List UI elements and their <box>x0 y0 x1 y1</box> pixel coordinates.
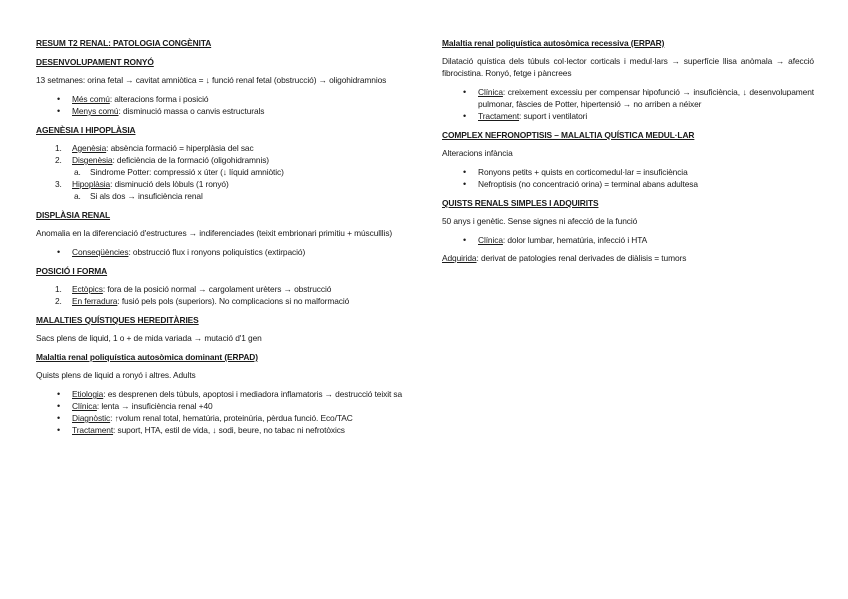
item-text: : alteracions forma i posició <box>109 94 209 104</box>
list-agenesia <box>36 142 408 202</box>
list-displasia <box>36 246 408 258</box>
paragraph-adquirida <box>442 252 814 264</box>
list-desenvolupament <box>36 93 408 117</box>
item-text: : suport, HTA, estil de vida, ↓ sodi, beure, no tabac ni nefrotòxics <box>113 425 345 435</box>
item-text: : deficiència de la formació (oligohidramnis) <box>112 155 269 165</box>
sub-list-item <box>36 166 408 178</box>
item-number: 2. <box>55 155 62 165</box>
item-text: Ronyons petits + quists en corticomedul·lar = insuficiència <box>478 167 688 177</box>
list-item <box>36 400 408 412</box>
item-text: : dolor lumbar, hematúria, infecció i HTA <box>502 235 648 245</box>
item-text: : creixement excessiu per compensar hipofunció → insuficiència, ↓ desenvolupament pulmonar, fàscies de Potter, hipertensió → no arriben a néixer <box>478 87 814 109</box>
item-text: : disminució massa o canvis estructurals <box>118 106 265 116</box>
list-item <box>36 154 408 166</box>
paragraph-desenvolupament: 13 setmanes: orina fetal → cavitat amniòtica = ↓ funció renal fetal (obstrucció) → oligohidramnios <box>36 75 387 85</box>
term: Més comú <box>72 94 110 104</box>
term: Disgenèsia <box>72 155 113 165</box>
list-item <box>442 166 814 178</box>
heading-nefronoptisis: COMPLEX NEFRONOPTISIS – MALALTIA QUÍSTICA MEDUL·LAR <box>442 130 695 140</box>
sub-list-item <box>36 190 408 202</box>
list-erpar <box>442 86 814 122</box>
paragraph-nefronoptisis: Alteracions infància <box>442 148 513 158</box>
left-column <box>36 30 408 442</box>
item-text: : disminució dels lòbuls (1 ronyó) <box>110 179 229 189</box>
item-text: : lenta → insuficiència renal +40 <box>96 401 213 411</box>
list-item <box>36 93 408 105</box>
item-number: 2. <box>55 296 62 306</box>
term: Hipoplàsia <box>72 179 111 189</box>
term: Clínica <box>478 87 503 97</box>
heading-agenesia: AGENÈSIA I HIPOPLÀSIA <box>36 125 136 135</box>
list-item <box>36 246 408 258</box>
item-number: 3. <box>55 179 62 189</box>
item-number: 1. <box>55 143 62 153</box>
list-item <box>36 105 408 117</box>
item-text: Nefroptisis (no concentració orina) = terminal abans adultesa <box>478 179 698 189</box>
term: En ferradura <box>72 296 118 306</box>
item-number: 1. <box>55 284 62 294</box>
term: Tractament <box>478 111 520 121</box>
paragraph-displasia: Anomalia en la diferenciació d'estructures → indiferenciades (teixit embrionari primitiu + músculllis) <box>36 228 393 238</box>
heading-desenvolupament: DESENVOLUPAMENT RONYÓ <box>36 57 154 67</box>
term: Clínica <box>478 235 503 245</box>
paragraph-erpad: Quists plens de liquid a ronyó i altres. Adults <box>36 370 196 380</box>
heading-quists-simples: QUISTS RENALS SIMPLES I ADQUIRITS <box>442 198 599 208</box>
item-text: : fusió pels pols (superiors). No complicacions si no malformació <box>117 296 350 306</box>
list-item <box>36 424 408 436</box>
paragraph-malalties: Sacs plens de liquid, 1 o + de mida variada → mutació d'1 gen <box>36 333 262 343</box>
list-item <box>442 178 814 190</box>
item-text: : derivat de patologies renal derivades de diàlisis = tumors <box>476 253 687 263</box>
right-column <box>442 30 814 271</box>
item-number: a. <box>74 191 81 201</box>
term: Ectòpics <box>72 284 103 294</box>
term: Agenèsia <box>72 143 107 153</box>
term: Clínica <box>72 401 97 411</box>
item-text: : obstrucció flux i ronyons poliquístics (extirpació) <box>128 247 306 257</box>
list-erpad <box>36 388 408 436</box>
heading-erpad: Malaltia renal poliquística autosòmica dominant (ERPAD) <box>36 352 258 362</box>
heading-posicio: POSICIÓ I FORMA <box>36 266 108 276</box>
item-text: Si als dos → insuficiència renal <box>90 191 203 201</box>
list-posicio <box>36 283 408 307</box>
list-item <box>36 295 408 307</box>
list-nefronoptisis <box>442 166 814 190</box>
list-quists <box>442 234 814 246</box>
paragraph-quists: 50 anys i genètic. Sense signes ni afecció de la funció <box>442 216 638 226</box>
item-text: : ↑volum renal total, hematúria, proteinúria, pèrdua funció. Eco/TAC <box>110 413 353 423</box>
heading-displasia: DISPLÀSIA RENAL <box>36 210 111 220</box>
list-item <box>36 412 408 424</box>
term: Diagnòstic <box>72 413 111 423</box>
list-item <box>442 86 814 110</box>
list-item <box>36 283 408 295</box>
list-item <box>36 388 408 400</box>
paragraph-erpar: Dilatació quística dels túbuls col·lector corticals i medul·lars → superfície llisa anòmala → afecció fibrocistina. Ronyó, fetge i pàncrees <box>442 56 814 78</box>
list-item <box>36 142 408 154</box>
term: Adquirida <box>442 253 477 263</box>
heading-erpar: Malaltia renal poliquística autosòmica recessiva (ERPAR) <box>442 38 665 48</box>
list-item <box>36 178 408 190</box>
item-text: : absència formació = hiperplàsia del sac <box>106 143 254 153</box>
term: Conseqüències <box>72 247 129 257</box>
heading-malalties-quistiques: MALALTIES QUÍSTIQUES HEREDITÀRIES <box>36 315 199 325</box>
list-item <box>442 110 814 122</box>
item-text: : suport i ventilatori <box>519 111 588 121</box>
term: Etiologia <box>72 389 104 399</box>
term: Menys comú <box>72 106 119 116</box>
item-text: : fora de la posició normal → cargolament urèters → obstrucció <box>102 284 332 294</box>
item-text: Sindrome Potter: compressió x úter (↓ líquid amniòtic) <box>90 167 284 177</box>
item-number: a. <box>74 167 81 177</box>
document-title: RESUM T2 RENAL: PATOLOGIA CONGÈNITA <box>36 38 212 48</box>
list-item <box>442 234 814 246</box>
item-text: : es desprenen dels túbuls, apoptosi i mediadora inflamatoris → destrucció teixit sa <box>103 389 403 399</box>
term: Tractament <box>72 425 114 435</box>
